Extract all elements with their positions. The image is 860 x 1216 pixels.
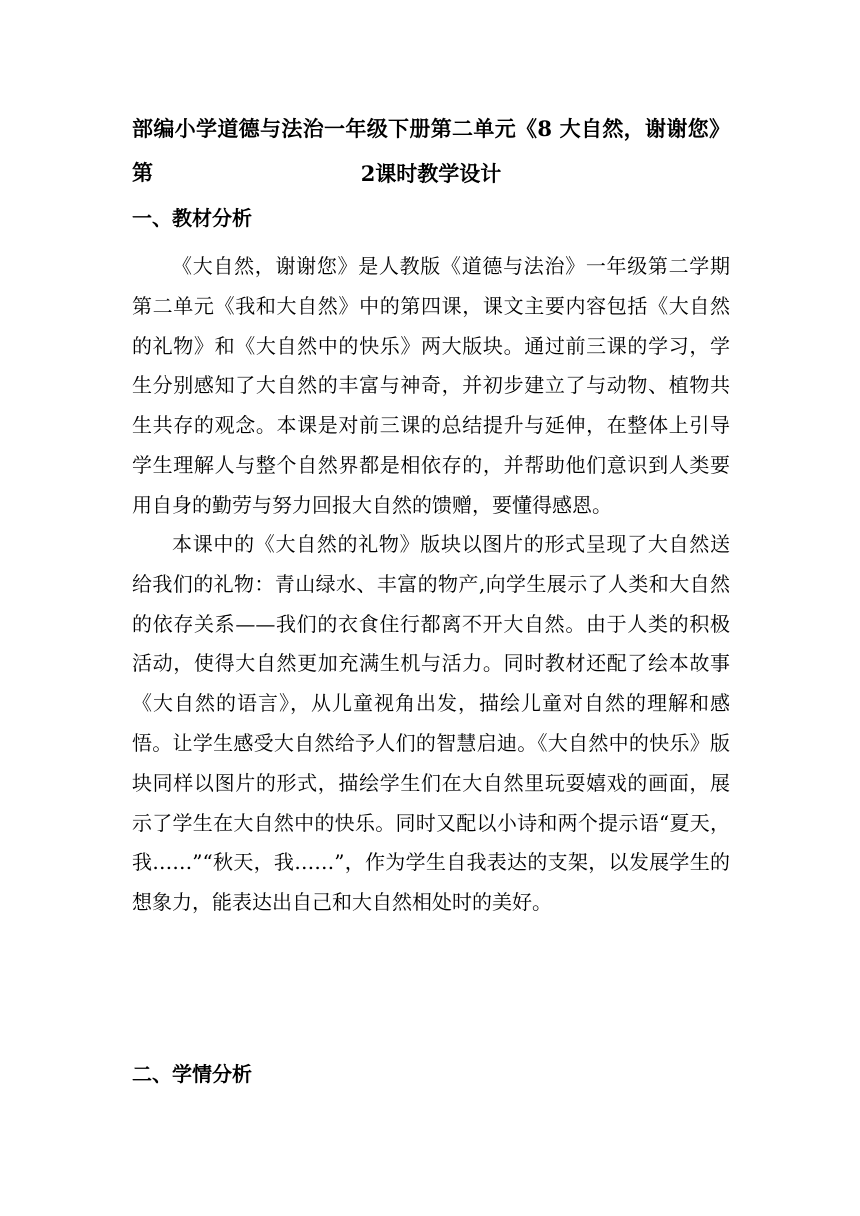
document-title-line-1: 部编小学道德与法治一年级下册第二单元《8 大自然，谢谢您》 第 <box>132 116 730 185</box>
section-heading-textbook-analysis: 一、教材分析 <box>132 206 252 230</box>
document-title-line-2: 2课时教学设计 <box>360 161 502 186</box>
paragraph-textbook-analysis-1: 《大自然，谢谢您》是人教版《道德与法治》一年级第二学期第二单元《我和大自然》中的第四课，课文主要内容包括《大自然的礼物》和《大自然中的快乐》两大版块。通过前三课的学习，学生分别感知了大自然的丰富与神奇，并初步建立了与动物、植物共生共存的观念。本课是对前三课的总结提升与延伸，在整体上引导学生理解人与整个自然界都是相依存的，并帮助他们意识到人类要用自身的勤劳与努力回报大自然的馈赠，要懂得感恩。 <box>132 254 730 517</box>
paragraph-textbook-analysis-2: 本课中的《大自然的礼物》版块以图片的形式呈现了大自然送给我们的礼物：青山绿水、丰富的物产,向学生展示了人类和大自然的依存关系——我们的衣食住行都离不开大自然。由于人类的积极活动，使得大自然更加充满生机与活力。同时教材还配了绘本故事《大自然的语言》，从儿童视角出发，描绘儿童对自然的理解和感悟。让学生感受大自然给予人们的智慧启迪。《大自然中的快乐》版块同样以图片的形式，描绘学生们在大自然里玩耍嬉戏的画面，展示了学生在大自然中的快乐。同时又配以小诗和两个提示语“夏天，我……”“秋天，我……”，作为学生自我表达的支架，以发展学生的想象力，能表达出自己和大自然相处时的美好。 <box>132 532 730 915</box>
section-heading-student-analysis: 二、学情分析 <box>132 1062 252 1086</box>
